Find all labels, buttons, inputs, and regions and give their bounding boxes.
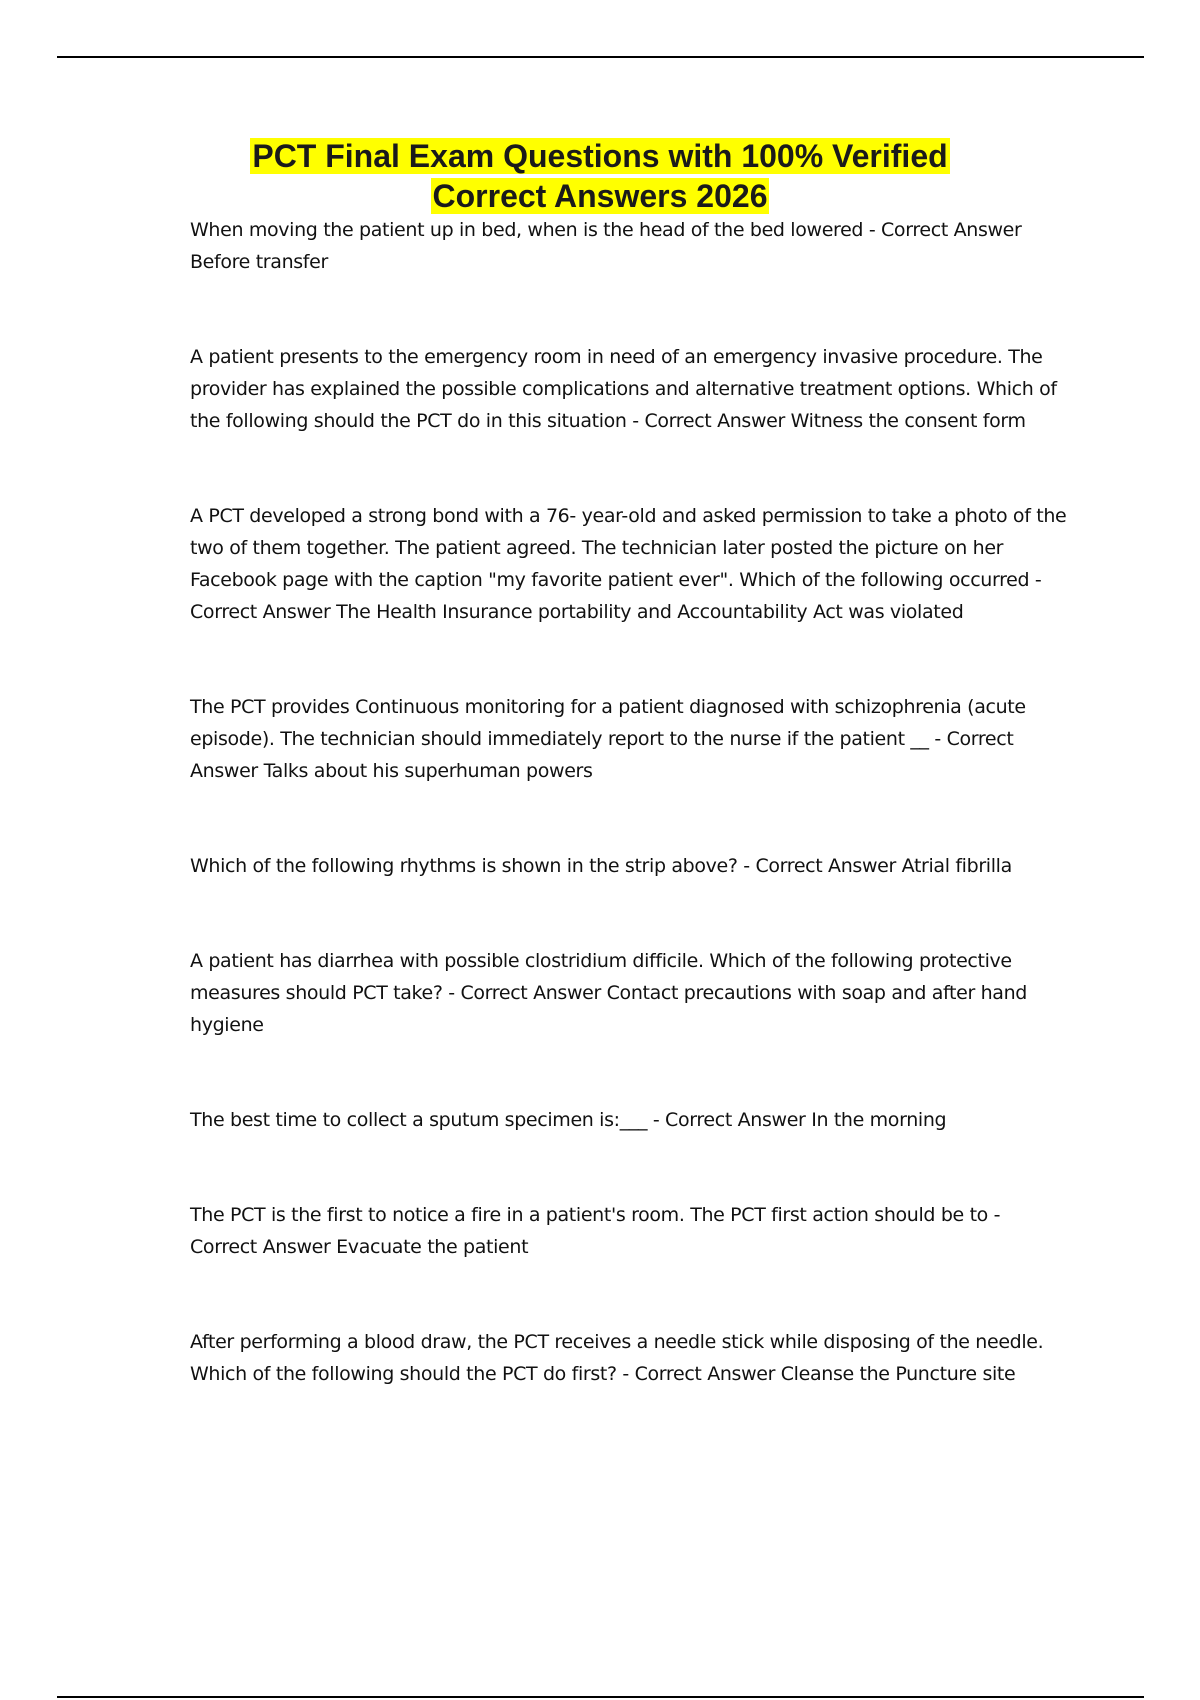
top-rule <box>57 56 1144 58</box>
document-title <box>190 136 1010 216</box>
qa-item-8: The PCT is the first to notice a fire in a patient's room. The PCT first action should be to - Correct Answer Evacuate the patient <box>190 1204 1001 1258</box>
qa-item-4: The PCT provides Continuous monitoring for a patient diagnosed with schizophrenia (acute episode). The technician should immediately report to the nurse if the patient __ - Correct Answer Talks about his superhuman powers <box>190 696 1026 782</box>
title-line-2: Correct Answers 2026 <box>432 178 768 214</box>
qa-item-6: A patient has diarrhea with possible clostridium difficile. Which of the following protective measures should PCT take? - Correct Answer Contact precautions with soap and after hand hygiene <box>190 950 1027 1036</box>
qa-item-7: The best time to collect a sputum specimen is:___ - Correct Answer In the morning <box>190 1109 947 1131</box>
qa-item-2: A patient presents to the emergency room in need of an emergency invasive procedure. The provider has explained the possible complications and alternative treatment options. Which of the following should the PCT do in this situation - Correct Answer Witness the consent form <box>190 346 1057 432</box>
bottom-rule <box>57 1696 1144 1698</box>
qa-item-1: When moving the patient up in bed, when is the head of the bed lowered - Correct Answer Before transfer <box>190 219 1022 273</box>
title-line-1: PCT Final Exam Questions with 100% Verified <box>252 138 948 174</box>
qa-item-9: After performing a blood draw, the PCT receives a needle stick while disposing of the needle. Which of the following should the PCT do first? - Correct Answer Cleanse the Puncture site <box>190 1331 1044 1385</box>
question-answer-list <box>190 214 1070 1390</box>
qa-item-5: Which of the following rhythms is shown in the strip above? - Correct Answer Atrial fibrilla <box>190 855 1012 877</box>
qa-item-3: A PCT developed a strong bond with a 76- year-old and asked permission to take a photo of the two of them together. The patient agreed. The technician later posted the picture on her Facebook page with the caption "my favorite patient ever". Which of the following occurred - Correct Answer The Health Insurance portability and Accountability Act was violated <box>190 505 1067 623</box>
